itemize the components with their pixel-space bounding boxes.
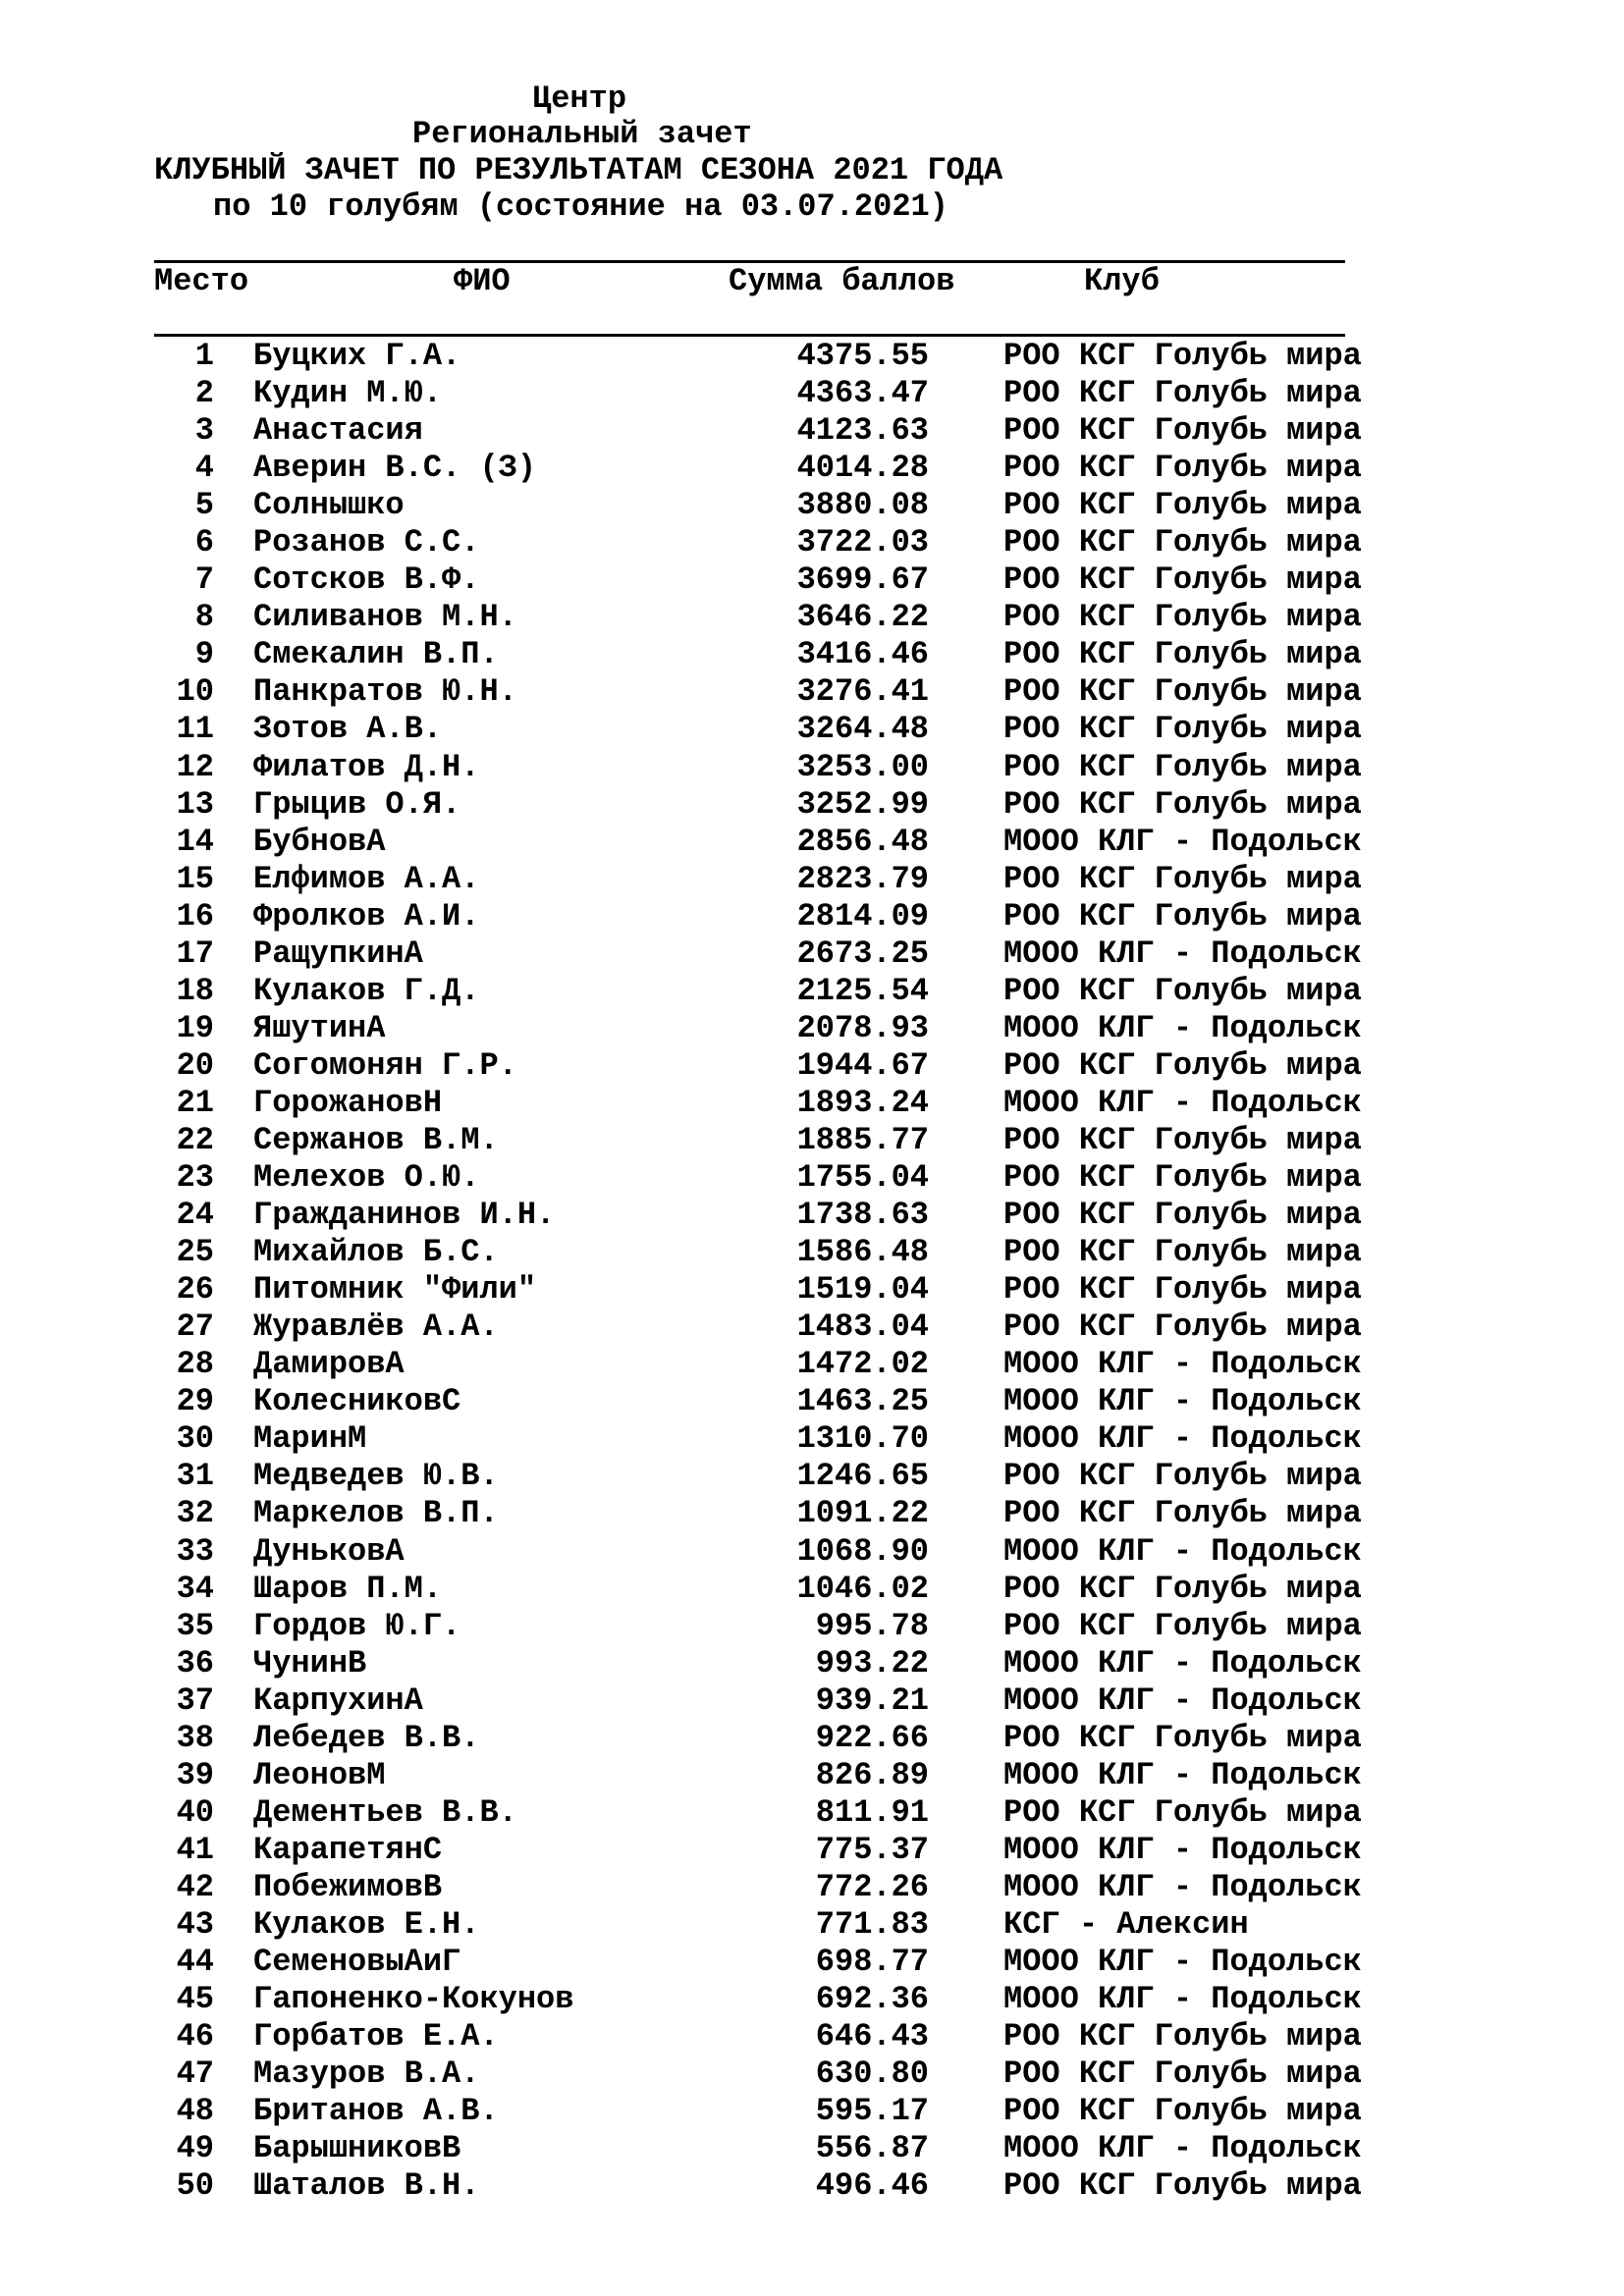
row-name: РащупкинА — [253, 934, 423, 972]
row-score: 698.77 — [815, 1944, 929, 1981]
row-place: 29 — [176, 1383, 214, 1420]
table-row — [0, 1869, 1624, 1906]
row-place: 42 — [176, 1868, 214, 1905]
row-name: Британов А.В. — [253, 2093, 499, 2130]
table-row — [0, 1308, 1624, 1346]
row-name: Кулаков Г.Д. — [253, 972, 480, 1009]
row-name: БубновА — [253, 823, 386, 860]
table-row — [0, 1944, 1624, 1981]
row-name: ДамировА — [253, 1346, 405, 1383]
row-place: 48 — [176, 2093, 214, 2130]
row-club: РОО КСГ Голубь мира — [1003, 524, 1362, 561]
row-score: 646.43 — [815, 2018, 929, 2056]
row-club: МООО КЛГ - Подольск — [1003, 1756, 1362, 1793]
row-place: 18 — [176, 972, 214, 1009]
table-row — [0, 1757, 1624, 1794]
row-name: Сержанов В.М. — [253, 1121, 499, 1158]
row-club: МООО КЛГ - Подольск — [1003, 1944, 1362, 1981]
row-name: Мазуров В.А. — [253, 2056, 480, 2093]
row-score: 2823.79 — [796, 860, 929, 897]
row-place: 21 — [176, 1084, 214, 1121]
row-name: Шаталов В.Н. — [253, 2167, 480, 2205]
row-score: 3416.46 — [796, 636, 929, 673]
row-club: РОО КСГ Голубь мира — [1003, 338, 1362, 374]
row-name: Фролков А.И. — [253, 897, 480, 934]
row-score: 630.80 — [815, 2056, 929, 2093]
row-club: РОО КСГ Голубь мира — [1003, 375, 1362, 412]
table-row — [0, 1533, 1624, 1571]
row-place: 6 — [194, 524, 214, 561]
table-row — [0, 2167, 1624, 2205]
row-name: Кулаков Е.Н. — [253, 1905, 480, 1943]
row-place: 32 — [176, 1495, 214, 1532]
table-row — [0, 1458, 1624, 1495]
row-club: МООО КЛГ - Подольск — [1003, 1532, 1362, 1570]
row-score: 2125.54 — [796, 972, 929, 1009]
row-place: 44 — [176, 1944, 214, 1981]
row-club: РОО КСГ Голубь мира — [1003, 1793, 1362, 1831]
row-score: 1472.02 — [796, 1346, 929, 1383]
header-bottom-rule — [154, 334, 1345, 337]
row-place: 26 — [176, 1271, 214, 1308]
row-name: ЧунинВ — [253, 1644, 367, 1682]
row-club: МООО КЛГ - Подольск — [1003, 1868, 1362, 1905]
row-name: ДуньковА — [253, 1532, 405, 1570]
row-club: РОО КСГ Голубь мира — [1003, 1234, 1362, 1271]
row-club: МООО КЛГ - Подольск — [1003, 1644, 1362, 1682]
row-club: МООО КЛГ - Подольск — [1003, 934, 1362, 972]
row-score: 922.66 — [815, 1719, 929, 1756]
row-name: Зотов А.В. — [253, 711, 443, 748]
row-place: 34 — [176, 1570, 214, 1607]
row-place: 5 — [194, 487, 214, 524]
row-name: ЛеоновМ — [253, 1756, 386, 1793]
table-row — [0, 898, 1624, 935]
row-name: БарышниковВ — [253, 2130, 461, 2167]
row-club: РОО КСГ Голубь мира — [1003, 2167, 1362, 2205]
row-place: 28 — [176, 1346, 214, 1383]
row-score: 4014.28 — [796, 450, 929, 487]
row-name: ПобежимовВ — [253, 1868, 443, 1905]
row-score: 826.89 — [815, 1756, 929, 1793]
table-row — [0, 861, 1624, 898]
row-place: 20 — [176, 1046, 214, 1084]
row-place: 50 — [176, 2167, 214, 2205]
column-header-club: Клуб — [1084, 263, 1160, 299]
row-name: Питомник "Фили" — [253, 1271, 537, 1308]
row-score: 3252.99 — [796, 785, 929, 823]
row-name: Дементьев В.В. — [253, 1793, 517, 1831]
row-score: 3264.48 — [796, 711, 929, 748]
competition-type: Региональный зачет — [412, 116, 752, 152]
row-name: Гордов Ю.Г. — [253, 1607, 461, 1644]
row-club: РОО КСГ Голубь мира — [1003, 1719, 1362, 1756]
row-name: Аверин В.С. (З) — [253, 450, 537, 487]
row-name: Грыцив О.Я. — [253, 785, 461, 823]
table-row — [0, 1346, 1624, 1383]
row-name: Шаров П.М. — [253, 1570, 443, 1607]
row-place: 46 — [176, 2018, 214, 2056]
table-row — [0, 749, 1624, 786]
row-name: Медведев Ю.В. — [253, 1458, 499, 1495]
table-row — [0, 673, 1624, 711]
row-name: Кудин М.Ю. — [253, 375, 443, 412]
row-place: 4 — [194, 450, 214, 487]
table-row — [0, 2018, 1624, 2056]
row-name: Панкратов Ю.Н. — [253, 673, 517, 711]
table-row — [0, 1197, 1624, 1234]
row-score: 1068.90 — [796, 1532, 929, 1570]
row-club: МООО КЛГ - Подольск — [1003, 1981, 1362, 2018]
row-place: 11 — [176, 711, 214, 748]
table-row — [0, 561, 1624, 599]
column-header-place: Место — [154, 263, 249, 299]
row-place: 15 — [176, 860, 214, 897]
table-row — [0, 711, 1624, 748]
row-name: ГорожановН — [253, 1084, 443, 1121]
row-club: РОО КСГ Голубь мира — [1003, 897, 1362, 934]
table-row — [0, 487, 1624, 524]
row-club: РОО КСГ Голубь мира — [1003, 860, 1362, 897]
column-header-name: ФИО — [454, 263, 511, 299]
row-club: РОО КСГ Голубь мира — [1003, 412, 1362, 450]
table-row — [0, 450, 1624, 487]
table-row — [0, 786, 1624, 824]
row-score: 1091.22 — [796, 1495, 929, 1532]
table-row — [0, 1383, 1624, 1420]
row-place: 13 — [176, 785, 214, 823]
table-row — [0, 1682, 1624, 1720]
row-place: 31 — [176, 1458, 214, 1495]
row-club: РОО КСГ Голубь мира — [1003, 2056, 1362, 2093]
row-name: Смекалин В.П. — [253, 636, 499, 673]
row-place: 17 — [176, 934, 214, 972]
row-name: КолесниковС — [253, 1383, 461, 1420]
table-row — [0, 973, 1624, 1010]
row-club: КСГ - Алексин — [1003, 1905, 1249, 1943]
row-name: Мелехов О.Ю. — [253, 1159, 480, 1197]
row-club: РОО КСГ Голубь мира — [1003, 2093, 1362, 2130]
row-club: РОО КСГ Голубь мира — [1003, 636, 1362, 673]
row-score: 811.91 — [815, 1793, 929, 1831]
row-score: 2078.93 — [796, 1009, 929, 1046]
table-row — [0, 599, 1624, 636]
table-row — [0, 1571, 1624, 1608]
row-place: 27 — [176, 1308, 214, 1346]
table-row — [0, 1981, 1624, 2018]
row-place: 7 — [194, 561, 214, 599]
row-club: МООО КЛГ - Подольск — [1003, 1682, 1362, 1719]
row-score: 3722.03 — [796, 524, 929, 561]
row-score: 4363.47 — [796, 375, 929, 412]
table-row — [0, 1159, 1624, 1197]
row-place: 38 — [176, 1719, 214, 1756]
table-row — [0, 1420, 1624, 1458]
row-name: Розанов С.С. — [253, 524, 480, 561]
row-score: 1310.70 — [796, 1420, 929, 1458]
row-place: 41 — [176, 1831, 214, 1868]
row-name: КарапетянС — [253, 1831, 443, 1868]
row-score: 3699.67 — [796, 561, 929, 599]
row-place: 33 — [176, 1532, 214, 1570]
row-name: Лебедев В.В. — [253, 1719, 480, 1756]
row-club: МООО КЛГ - Подольск — [1003, 1346, 1362, 1383]
row-score: 692.36 — [815, 1981, 929, 2018]
row-score: 1246.65 — [796, 1458, 929, 1495]
row-club: РОО КСГ Голубь мира — [1003, 599, 1362, 636]
row-place: 12 — [176, 748, 214, 785]
row-name: Гражданинов И.Н. — [253, 1197, 556, 1234]
results-table — [0, 338, 1624, 2205]
row-club: РОО КСГ Голубь мира — [1003, 1271, 1362, 1308]
row-score: 3276.41 — [796, 673, 929, 711]
row-score: 993.22 — [815, 1644, 929, 1682]
row-club: РОО КСГ Голубь мира — [1003, 972, 1362, 1009]
table-row — [0, 1047, 1624, 1085]
row-name: СеменовыАиГ — [253, 1944, 461, 1981]
row-club: РОО КСГ Голубь мира — [1003, 673, 1362, 711]
row-club: МООО КЛГ - Подольск — [1003, 1009, 1362, 1046]
row-score: 4375.55 — [796, 338, 929, 374]
row-place: 19 — [176, 1009, 214, 1046]
row-place: 24 — [176, 1197, 214, 1234]
row-place: 23 — [176, 1159, 214, 1197]
table-row — [0, 1010, 1624, 1047]
row-name: Солнышко — [253, 487, 405, 524]
row-score: 1944.67 — [796, 1046, 929, 1084]
row-club: РОО КСГ Голубь мира — [1003, 1121, 1362, 1158]
row-score: 1483.04 — [796, 1308, 929, 1346]
row-score: 4123.63 — [796, 412, 929, 450]
row-place: 47 — [176, 2056, 214, 2093]
row-name: Елфимов А.А. — [253, 860, 480, 897]
row-name: ЯшутинА — [253, 1009, 386, 1046]
region-title: Центр — [532, 80, 627, 117]
row-score: 1893.24 — [796, 1084, 929, 1121]
table-row — [0, 2130, 1624, 2167]
row-place: 43 — [176, 1905, 214, 1943]
row-club: РОО КСГ Голубь мира — [1003, 1458, 1362, 1495]
row-score: 1885.77 — [796, 1121, 929, 1158]
table-row — [0, 1794, 1624, 1832]
row-score: 496.46 — [815, 2167, 929, 2205]
row-place: 49 — [176, 2130, 214, 2167]
row-score: 1463.25 — [796, 1383, 929, 1420]
row-score: 775.37 — [815, 1831, 929, 1868]
row-score: 939.21 — [815, 1682, 929, 1719]
row-club: РОО КСГ Голубь мира — [1003, 450, 1362, 487]
table-row — [0, 412, 1624, 450]
row-score: 2814.09 — [796, 897, 929, 934]
row-club: РОО КСГ Голубь мира — [1003, 1046, 1362, 1084]
row-club: РОО КСГ Голубь мира — [1003, 1308, 1362, 1346]
table-row — [0, 636, 1624, 673]
row-place: 16 — [176, 897, 214, 934]
row-name: Буцких Г.А. — [253, 338, 461, 374]
row-name: Силиванов М.Н. — [253, 599, 517, 636]
table-row — [0, 1271, 1624, 1308]
table-row — [0, 824, 1624, 861]
document-title: КЛУБНЫЙ ЗАЧЕТ ПО РЕЗУЛЬТАТАМ СЕЗОНА 2021 ГОДА — [154, 152, 1003, 188]
row-club: РОО КСГ Голубь мира — [1003, 1570, 1362, 1607]
row-place: 22 — [176, 1121, 214, 1158]
row-club: РОО КСГ Голубь мира — [1003, 711, 1362, 748]
row-club: МООО КЛГ - Подольск — [1003, 1084, 1362, 1121]
row-name: Сотсков В.Ф. — [253, 561, 480, 599]
row-name: Маркелов В.П. — [253, 1495, 499, 1532]
row-club: МООО КЛГ - Подольск — [1003, 1831, 1362, 1868]
row-score: 1046.02 — [796, 1570, 929, 1607]
row-place: 3 — [194, 412, 214, 450]
row-club: РОО КСГ Голубь мира — [1003, 561, 1362, 599]
table-row — [0, 338, 1624, 375]
row-place: 1 — [194, 338, 214, 374]
row-score: 771.83 — [815, 1905, 929, 1943]
row-club: РОО КСГ Голубь мира — [1003, 2018, 1362, 2056]
row-club: РОО КСГ Голубь мира — [1003, 748, 1362, 785]
row-score: 1519.04 — [796, 1271, 929, 1308]
row-score: 3253.00 — [796, 748, 929, 785]
row-club: МООО КЛГ - Подольск — [1003, 1420, 1362, 1458]
table-row — [0, 1608, 1624, 1645]
row-club: РОО КСГ Голубь мира — [1003, 1159, 1362, 1197]
row-place: 39 — [176, 1756, 214, 1793]
row-club: МООО КЛГ - Подольск — [1003, 1383, 1362, 1420]
table-row — [0, 1085, 1624, 1122]
row-score: 772.26 — [815, 1868, 929, 1905]
row-place: 14 — [176, 823, 214, 860]
row-name: Филатов Д.Н. — [253, 748, 480, 785]
row-club: РОО КСГ Голубь мира — [1003, 487, 1362, 524]
table-row — [0, 375, 1624, 412]
row-place: 9 — [194, 636, 214, 673]
row-club: МООО КЛГ - Подольск — [1003, 2130, 1362, 2167]
row-name: Горбатов Е.А. — [253, 2018, 499, 2056]
table-row — [0, 935, 1624, 973]
row-place: 30 — [176, 1420, 214, 1458]
row-name: МаринМ — [253, 1420, 367, 1458]
row-score: 1586.48 — [796, 1234, 929, 1271]
document-subtitle: по 10 голубям (состояние на 03.07.2021) — [213, 188, 948, 225]
row-name: Михайлов Б.С. — [253, 1234, 499, 1271]
table-row — [0, 1720, 1624, 1757]
row-place: 25 — [176, 1234, 214, 1271]
table-row — [0, 1495, 1624, 1532]
row-place: 45 — [176, 1981, 214, 2018]
table-row — [0, 1234, 1624, 1271]
table-row — [0, 1645, 1624, 1682]
row-place: 8 — [194, 599, 214, 636]
table-row — [0, 524, 1624, 561]
row-place: 36 — [176, 1644, 214, 1682]
row-name: Анастасия — [253, 412, 423, 450]
row-score: 3646.22 — [796, 599, 929, 636]
row-club: РОО КСГ Голубь мира — [1003, 1607, 1362, 1644]
row-score: 995.78 — [815, 1607, 929, 1644]
row-score: 595.17 — [815, 2093, 929, 2130]
row-name: Согомонян Г.Р. — [253, 1046, 517, 1084]
row-score: 1738.63 — [796, 1197, 929, 1234]
row-place: 10 — [176, 673, 214, 711]
column-header-score: Сумма баллов — [729, 263, 955, 299]
table-row — [0, 1122, 1624, 1159]
table-row — [0, 2093, 1624, 2130]
row-place: 40 — [176, 1793, 214, 1831]
row-club: МООО КЛГ - Подольск — [1003, 823, 1362, 860]
row-score: 2673.25 — [796, 934, 929, 972]
row-score: 1755.04 — [796, 1159, 929, 1197]
row-score: 2856.48 — [796, 823, 929, 860]
row-place: 35 — [176, 1607, 214, 1644]
table-row — [0, 2056, 1624, 2093]
row-club: РОО КСГ Голубь мира — [1003, 1495, 1362, 1532]
row-place: 2 — [194, 375, 214, 412]
row-club: РОО КСГ Голубь мира — [1003, 1197, 1362, 1234]
row-score: 556.87 — [815, 2130, 929, 2167]
table-row — [0, 1832, 1624, 1869]
row-name: Гапоненко-Кокунов — [253, 1981, 574, 2018]
row-name: Журавлёв А.А. — [253, 1308, 499, 1346]
row-club: РОО КСГ Голубь мира — [1003, 785, 1362, 823]
row-place: 37 — [176, 1682, 214, 1719]
table-row — [0, 1906, 1624, 1944]
row-score: 3880.08 — [796, 487, 929, 524]
row-name: КарпухинА — [253, 1682, 423, 1719]
